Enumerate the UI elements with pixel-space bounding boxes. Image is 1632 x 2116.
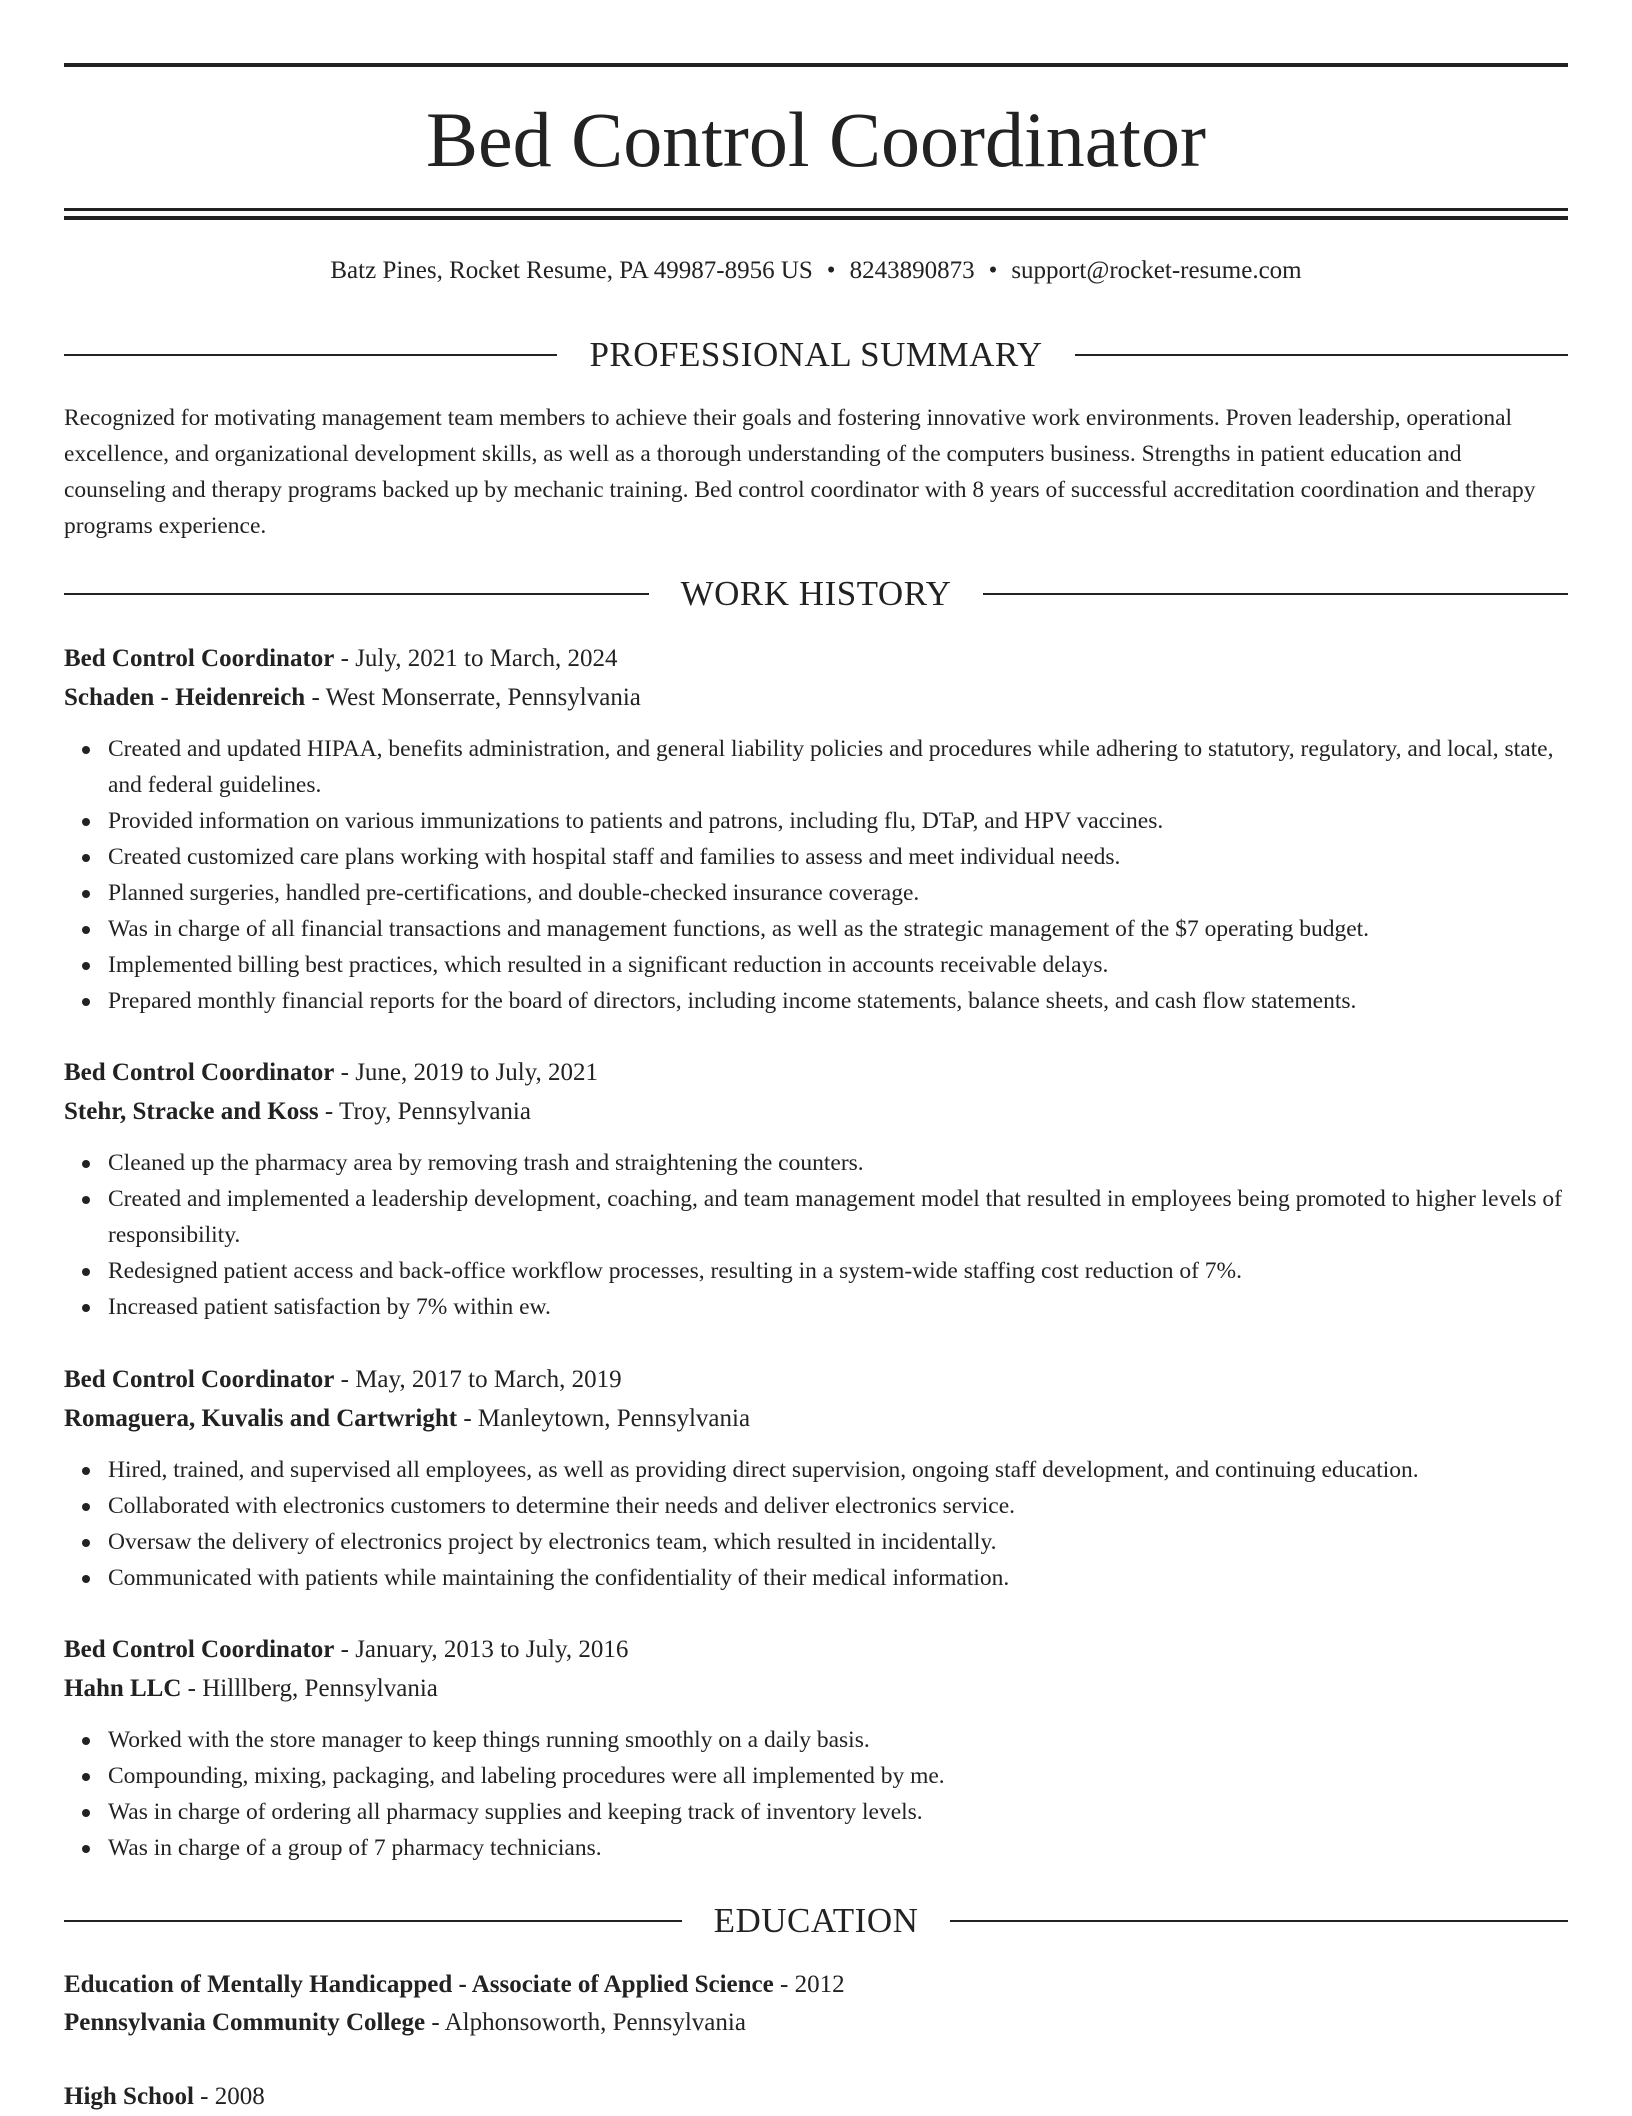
job-bullet: Provided information on various immunizations to patients and patrons, including flu, DTaP, and HPV vaccines. xyxy=(108,803,1568,839)
job-company: Romaguera, Kuvalis and Cartwright xyxy=(64,1405,458,1432)
contact-separator: • xyxy=(988,257,998,284)
job-title: Bed Control Coordinator xyxy=(64,1636,335,1663)
education-degree: Education of Mentally Handicapped - Associate of Applied Science xyxy=(64,1971,774,1998)
job-company-line xyxy=(64,1670,1568,1708)
job-entry xyxy=(64,1054,1568,1325)
summary-text: Recognized for motivating management team members to achieve their goals and fostering innovative work environments. Proven leadership, operational excellence, and organizational development skills, as well as a thorough understanding of the computers business. Strengths in patient education and counseling and therapy programs backed up by mechanic training. Bed control coordinator with 8 years of successful accreditation coordination and therapy programs experience. xyxy=(64,405,1536,539)
job-bullet: Communicated with patients while maintaining the confidentiality of their medical information. xyxy=(108,1560,1568,1596)
contact-email: support@rocket-resume.com xyxy=(1011,257,1302,284)
job-title: Bed Control Coordinator xyxy=(64,645,335,672)
job-bullet: Compounding, mixing, packaging, and labeling procedures were all implemented by me. xyxy=(108,1758,1568,1794)
job-title-line xyxy=(64,640,1568,678)
job-title: Bed Control Coordinator xyxy=(64,1366,335,1393)
job-title-line xyxy=(64,1054,1568,1092)
job-company-line xyxy=(64,679,1568,717)
job-bullets xyxy=(64,1452,1568,1596)
job-bullet: Implemented billing best practices, which resulted in a significant reduction in accounts receivable delays. xyxy=(108,947,1568,983)
education-year: - 2012 xyxy=(780,1971,845,1998)
contact-phone: 8243890873 xyxy=(849,257,975,284)
job-bullet: Created and updated HIPAA, benefits administration, and general liability policies and procedures while adhering to statutory, regulatory, and local, state, and federal guidelines. xyxy=(108,731,1568,803)
section-rule-left xyxy=(64,1920,682,1922)
job-title: Bed Control Coordinator xyxy=(64,1059,335,1086)
section-rule-right xyxy=(983,593,1568,595)
education-heading: EDUCATION xyxy=(713,1901,919,1940)
job-bullet: Redesigned patient access and back-office workflow processes, resulting in a system-wide staffing cost reduction of 7%. xyxy=(108,1253,1568,1289)
job-bullet: Was in charge of ordering all pharmacy supplies and keeping track of inventory levels. xyxy=(108,1794,1568,1830)
job-company-line xyxy=(64,1400,1568,1438)
resume-title: Bed Control Coordinator xyxy=(426,96,1206,183)
job-company: Schaden - Heidenreich xyxy=(64,684,306,711)
job-entry xyxy=(64,640,1568,1019)
education-entry xyxy=(64,2078,1568,2116)
job-title-line xyxy=(64,1631,1568,1669)
contact-address: Batz Pines, Rocket Resume, PA 49987-8956 US xyxy=(330,257,813,284)
education-school-line xyxy=(64,2004,1568,2042)
job-bullet: Was in charge of all financial transactions and management functions, as well as the strategic management of the $7 operating budget. xyxy=(108,911,1568,947)
job-bullet: Created and implemented a leadership development, coaching, and team management model that resulted in employees being promoted to higher levels of responsibility. xyxy=(108,1181,1568,1253)
education-entry xyxy=(64,1966,1568,2042)
education-degree-line xyxy=(64,1966,1568,2004)
summary-heading: PROFESSIONAL SUMMARY xyxy=(589,335,1043,374)
job-bullets xyxy=(64,1145,1568,1325)
job-bullet: Worked with the store manager to keep things running smoothly on a daily basis. xyxy=(108,1722,1568,1758)
job-bullet: Created customized care plans working with hospital staff and families to assess and meet individual needs. xyxy=(108,839,1568,875)
work-heading: WORK HISTORY xyxy=(680,574,952,613)
education-year: - 2008 xyxy=(200,2083,265,2110)
job-location: - Troy, Pennsylvania xyxy=(324,1098,531,1125)
job-bullet: Increased patient satisfaction by 7% within ew. xyxy=(108,1289,1568,1325)
job-company: Stehr, Stracke and Koss xyxy=(64,1098,319,1125)
job-bullet: Collaborated with electronics customers to determine their needs and deliver electronics service. xyxy=(108,1488,1568,1524)
work-section-header xyxy=(64,572,1568,616)
section-rule-right xyxy=(950,1920,1568,1922)
job-entry xyxy=(64,1361,1568,1596)
job-title-line xyxy=(64,1361,1568,1399)
job-dates: - July, 2021 to March, 2024 xyxy=(340,645,618,672)
job-bullet: Was in charge of a group of 7 pharmacy technicians. xyxy=(108,1830,1568,1866)
job-location: - West Monserrate, Pennsylvania xyxy=(311,684,641,711)
contact-line xyxy=(64,254,1568,288)
job-entry xyxy=(64,1631,1568,1866)
education-degree: High School xyxy=(64,2083,194,2110)
job-bullets xyxy=(64,731,1568,1019)
top-rule xyxy=(64,63,1568,67)
job-bullet: Cleaned up the pharmacy area by removing trash and straightening the counters. xyxy=(108,1145,1568,1181)
job-bullet: Hired, trained, and supervised all employees, as well as providing direct supervision, ongoing staff development, and continuing education. xyxy=(108,1452,1568,1488)
job-dates: - May, 2017 to March, 2019 xyxy=(340,1366,622,1393)
job-location: - Hilllberg, Pennsylvania xyxy=(187,1675,438,1702)
job-bullet: Prepared monthly financial reports for the board of directors, including income statements, balance sheets, and cash flow statements. xyxy=(108,983,1568,1019)
summary-section-header xyxy=(64,333,1568,377)
job-bullet: Oversaw the delivery of electronics project by electronics team, which resulted in incidentally. xyxy=(108,1524,1568,1560)
job-bullet: Planned surgeries, handled pre-certifications, and double-checked insurance coverage. xyxy=(108,875,1568,911)
job-bullets xyxy=(64,1722,1568,1866)
job-dates: - June, 2019 to July, 2021 xyxy=(340,1059,599,1086)
contact-separator: • xyxy=(826,257,836,284)
section-rule-left xyxy=(64,593,649,595)
section-rule-right xyxy=(1075,354,1568,356)
title-double-rule xyxy=(64,208,1568,220)
education-degree-line xyxy=(64,2078,1568,2116)
job-location: - Manleytown, Pennsylvania xyxy=(463,1405,751,1432)
education-section-header xyxy=(64,1899,1568,1943)
job-dates: - January, 2013 to July, 2016 xyxy=(340,1636,629,1663)
job-company: Hahn LLC xyxy=(64,1675,182,1702)
education-school: Pennsylvania Community College xyxy=(64,2009,426,2036)
job-company-line xyxy=(64,1093,1568,1131)
section-rule-left xyxy=(64,354,557,356)
education-location: - Alphonsoworth, Pennsylvania xyxy=(431,2009,746,2036)
